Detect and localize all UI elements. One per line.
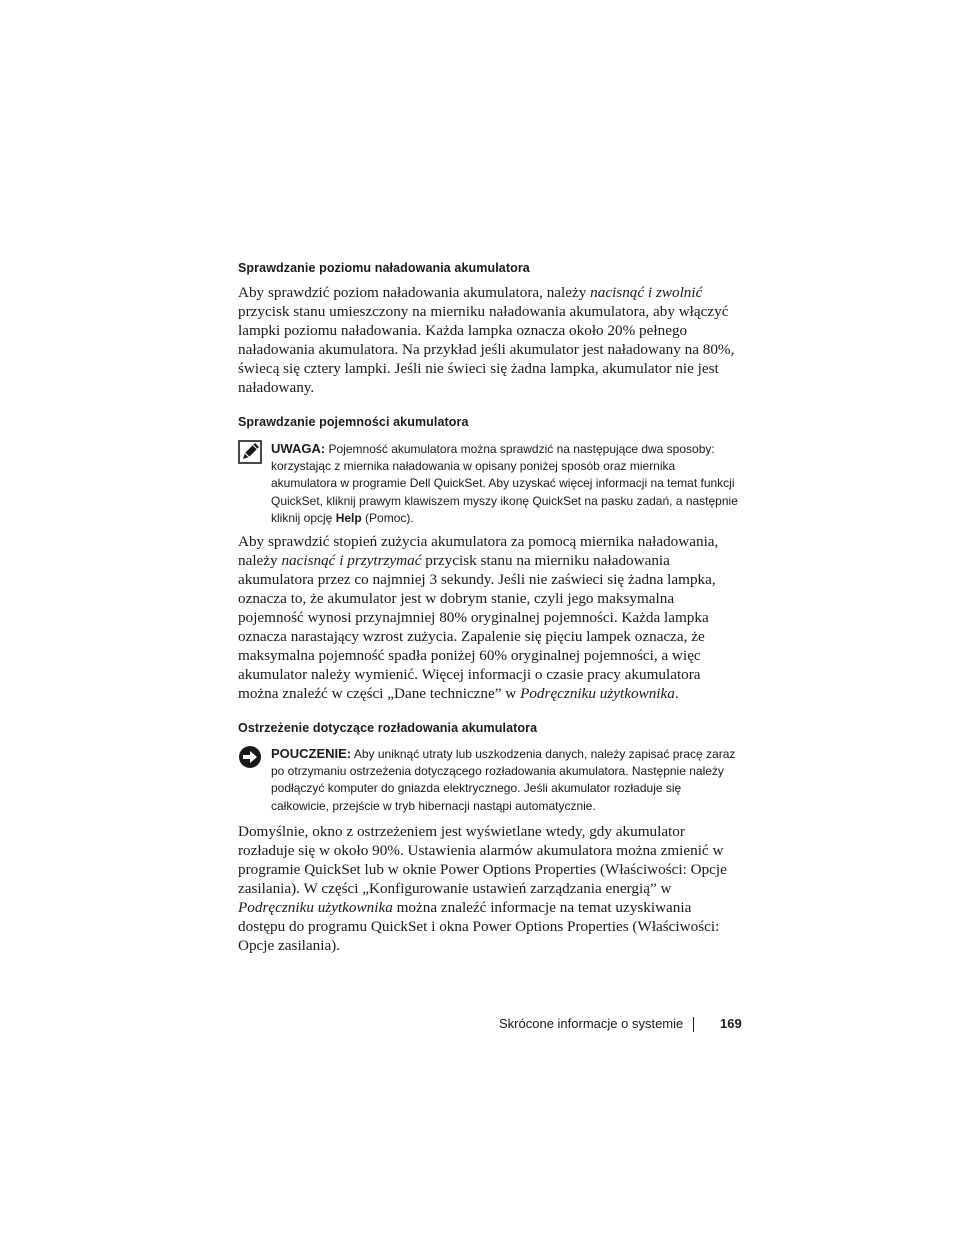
pencil-note-icon: [238, 440, 262, 464]
paragraph-check-capacity: [238, 532, 738, 703]
heading-low-battery-warning: Ostrzeżenie dotyczące rozładowania akumulatora: [238, 721, 538, 735]
paragraph-low-battery: [238, 822, 738, 955]
help-option-label: Help: [335, 510, 362, 525]
text-run: (Pomoc).: [361, 510, 414, 525]
text-run: Domyślnie, okno z ostrzeżeniem jest wyświetlane wtedy, gdy akumulator rozładuje się w około 90%. Ustawienia alarmów akumulatora można zmienić w programie QuickSet lub w oknie: [238, 823, 724, 878]
section-battery-capacity: [238, 415, 738, 429]
note-text: [271, 440, 738, 527]
ui-name-power-options: Power Options Properties: [472, 918, 629, 935]
note-label: UWAGA:: [271, 441, 326, 456]
manual-title: Podręczniku użytkownika: [520, 685, 675, 702]
emphasis-text: nacisnąć i przytrzymać: [281, 552, 422, 569]
ui-name-power-options: Power Options Properties: [440, 861, 597, 878]
text-run: można znaleźć informacje na temat uzyskiwania dostępu do programu QuickSet i okna: [238, 899, 692, 935]
text-run: (Właściwości: Opcje zasilania).: [238, 918, 720, 954]
text-run: Aby sprawdzić poziom naładowania akumulatora, należy: [238, 284, 591, 301]
text-run: Aby sprawdzić stopień zużycia akumulatora za pomocą miernika naładowania, należy: [238, 533, 719, 569]
emphasis-text: nacisnąć i zwolnić: [590, 284, 703, 301]
note-box: [238, 440, 738, 527]
notice-label: POUCZENIE:: [271, 746, 352, 761]
text-run: przycisk stanu umieszczony na mierniku naładowania akumulatora, aby włączyć lampki poziomu naładowania. Każda lampka oznacza około 20% pełnego naładowania akumulatora. Na przykład jeśli akumulator jest naładowany na 80%, świecą się cztery lampki. Jeśli nie świeci się żadna lampka, akumulator nie jest naładowany.: [238, 303, 735, 396]
footer-section-title: Skrócone informacje o systemie: [499, 1016, 684, 1031]
text-run: Aby uniknąć utraty lub uszkodzenia danych, należy zapisać pracę zaraz po otrzymaniu ostrzeżenia dotyczącego rozładowania akumulatora. Następnie należy podłączyć komputer do gniazda elektrycznego. Jeśli akumulator rozładuje się całkowicie, przejście w tryb hibernacji nastąpi automatycznie.: [271, 747, 736, 813]
heading-check-capacity: Sprawdzanie pojemności akumulatora: [238, 415, 469, 429]
text-run: .: [674, 685, 679, 702]
text-run: (Właściwości: Opcje zasilania). W części „Konfigurowanie ustawień zarządzania energią” w: [238, 861, 727, 897]
notice-arrow-icon: [238, 745, 262, 769]
paragraph-check-charge: [238, 283, 738, 397]
notice-text: [271, 745, 738, 815]
page-number: 169: [720, 1016, 742, 1031]
text-run: Pojemność akumulatora można sprawdzić na następujące dwa sposoby: korzystając z miernika naładowania w opisany poniżej sposób oraz miernika akumulatora w programie Dell QuickSet. Aby uzyskać więcej informacji na temat funkcji QuickSet, kliknij prawym klawiszem myszy ikonę QuickSet na pasku zadań, a następnie kliknij opcję: [271, 442, 738, 525]
heading-check-charge: Sprawdzanie poziomu naładowania akumulatora: [238, 261, 530, 275]
text-run: przycisk stanu na mierniku naładowania akumulatora przez co najmniej 3 sekundy. Jeśli nie zaświeci się żadna lampka, oznacza to, że akumulator jest w dobrym stanie, czyli jego maksymalna pojemność wynosi przynajmniej 80% oryginalnej pojemności. Każda lampka oznacza narastający wzrost zużycia. Zapalenie się pięciu lampek oznacza, że maksymalna pojemność spadła poniżej 60% oryginalnej pojemności, a więc akumulator należy wymienić. Więcej informacji o czasie pracy akumulatora można znaleźć w części „Dane techniczne” w: [238, 552, 716, 702]
section-low-battery: [238, 721, 738, 735]
section-battery-charge: [238, 261, 738, 275]
manual-title: Podręczniku użytkownika: [238, 899, 393, 916]
footer-divider: [693, 1017, 694, 1032]
notice-box: [238, 745, 738, 815]
